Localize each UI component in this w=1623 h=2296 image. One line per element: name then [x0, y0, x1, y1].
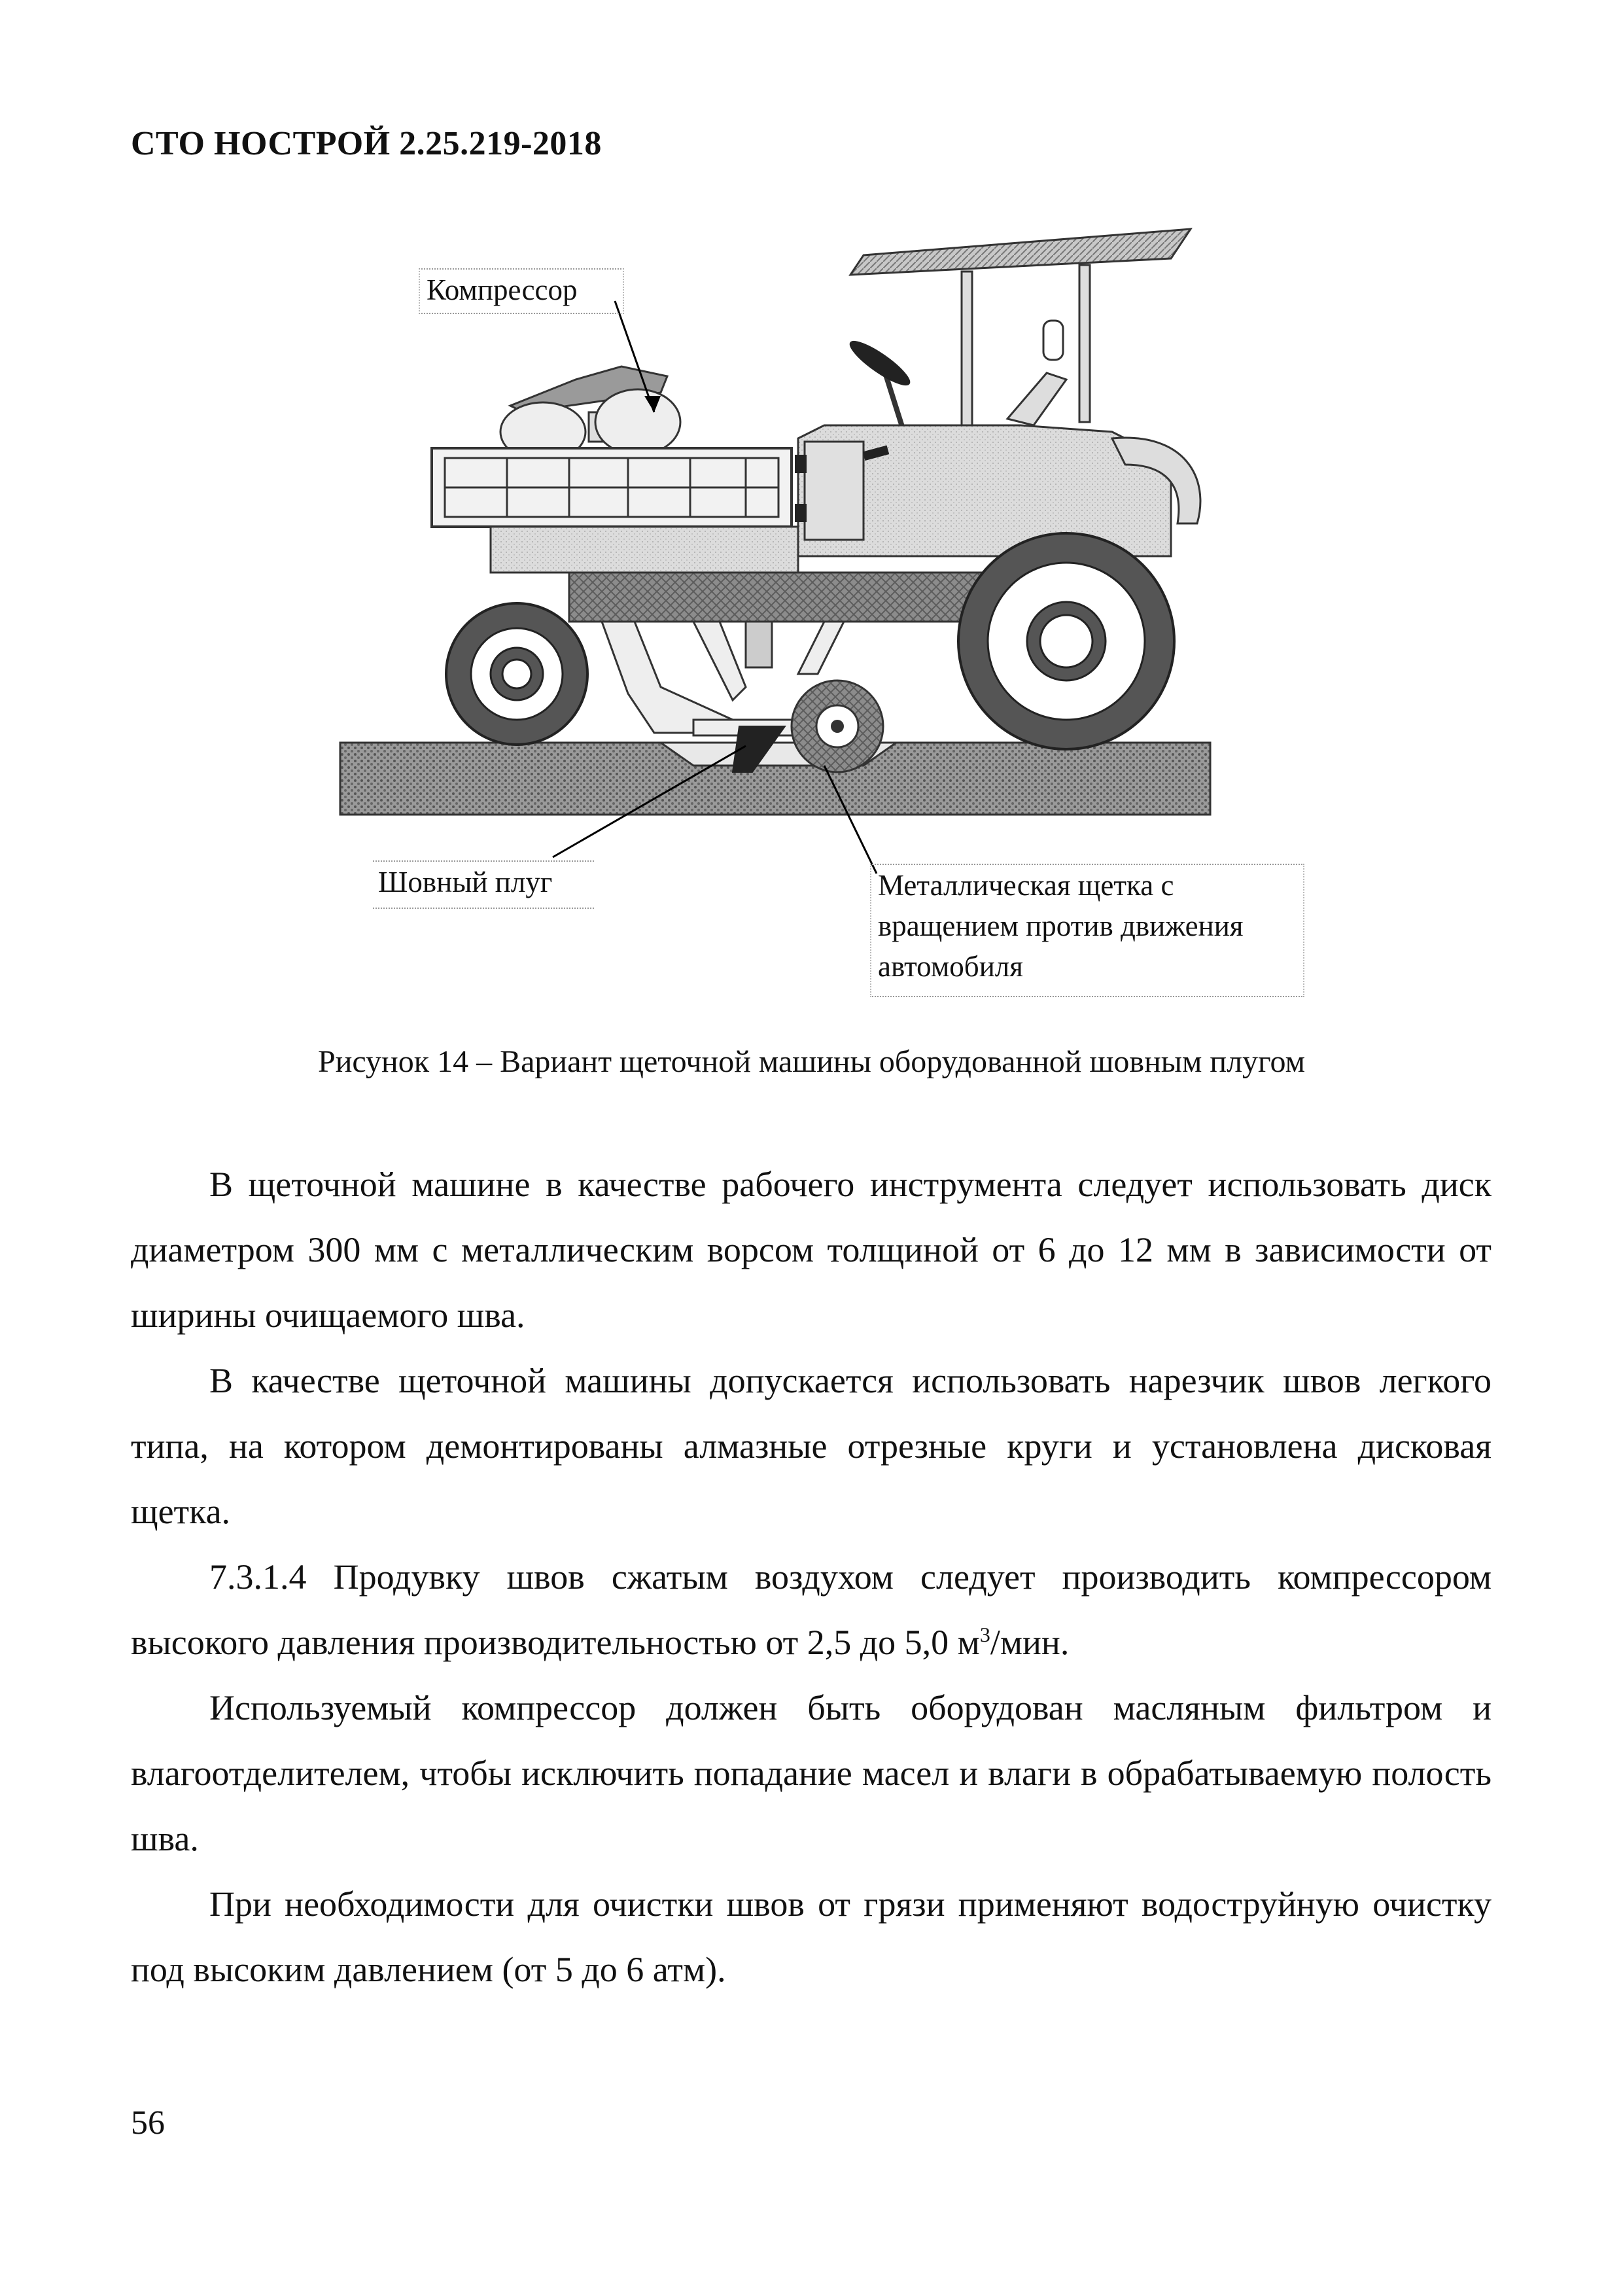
- paragraph-3-unit: /мин.: [990, 1623, 1070, 1662]
- body-text: [131, 1152, 1492, 2002]
- label-metal-brush-line1: Металлическая щетка с: [878, 869, 1174, 902]
- label-seam-plow: [373, 860, 594, 909]
- tractor-front-panel: [805, 442, 864, 540]
- steering-wheel: [845, 335, 915, 391]
- page-number: 56: [131, 2104, 165, 2142]
- label-metal-brush: [870, 864, 1304, 997]
- paragraph-2: В качестве щеточной машины допускается использовать нарезчик швов легкого типа, на котором демонтированы алмазные отрезные круги и установлена дисковая щетка.: [131, 1361, 1492, 1531]
- label-compressor: Компрессор: [419, 268, 624, 314]
- paragraph-1: В щеточной машине в качестве рабочего инструмента следует использовать диск диаметром 300 мм с металлическим ворсом толщиной от 6 до 12 мм в зависимости от ширины очищаемого шва.: [131, 1165, 1492, 1335]
- driver-seat: [1007, 373, 1066, 425]
- figure-brush-machine: [327, 216, 1328, 1021]
- driver-seat-back: [1043, 321, 1063, 360]
- canopy-post-front: [962, 272, 972, 442]
- paragraph-4: Используемый компрессор должен быть оборудован масляным фильтром и влагоотделителем, чтобы исключить попадание масел и влаги в обрабатываемую полость шва.: [131, 1688, 1492, 1858]
- tractor-canopy: [850, 229, 1191, 275]
- cubic-superscript: 3: [979, 1623, 990, 1646]
- label-seam-plow-text: Шовный плуг: [378, 866, 553, 898]
- label-metal-brush-line2: вращением против движения: [878, 910, 1244, 942]
- rear-wheel: [958, 533, 1174, 749]
- cargo-bed-base: [491, 527, 798, 573]
- document-code-header: СТО НОСТРОЙ 2.25.219-2018: [131, 125, 602, 162]
- compressor-tank-right: [595, 389, 680, 455]
- figure-caption: Рисунок 14 – Вариант щеточной машины оборудованной шовным плугом: [318, 1044, 1305, 1079]
- paragraph-5: При необходимости для очистки швов от грязи применяют водоструйную очистку под высоким давлением (от 5 до 6 атм).: [131, 1884, 1492, 1989]
- label-metal-brush-line3: автомобиля: [878, 950, 1023, 983]
- canopy-post-rear: [1079, 265, 1090, 422]
- front-wheel: [446, 603, 587, 745]
- paragraph-3: [131, 1544, 1492, 1675]
- chassis-beam: [569, 573, 1021, 622]
- paragraph-3-text: 7.3.1.4 Продувку швов сжатым воздухом следует производить компрессором высокого давления производительностью от 2,5 до 5,0 м: [131, 1557, 1492, 1662]
